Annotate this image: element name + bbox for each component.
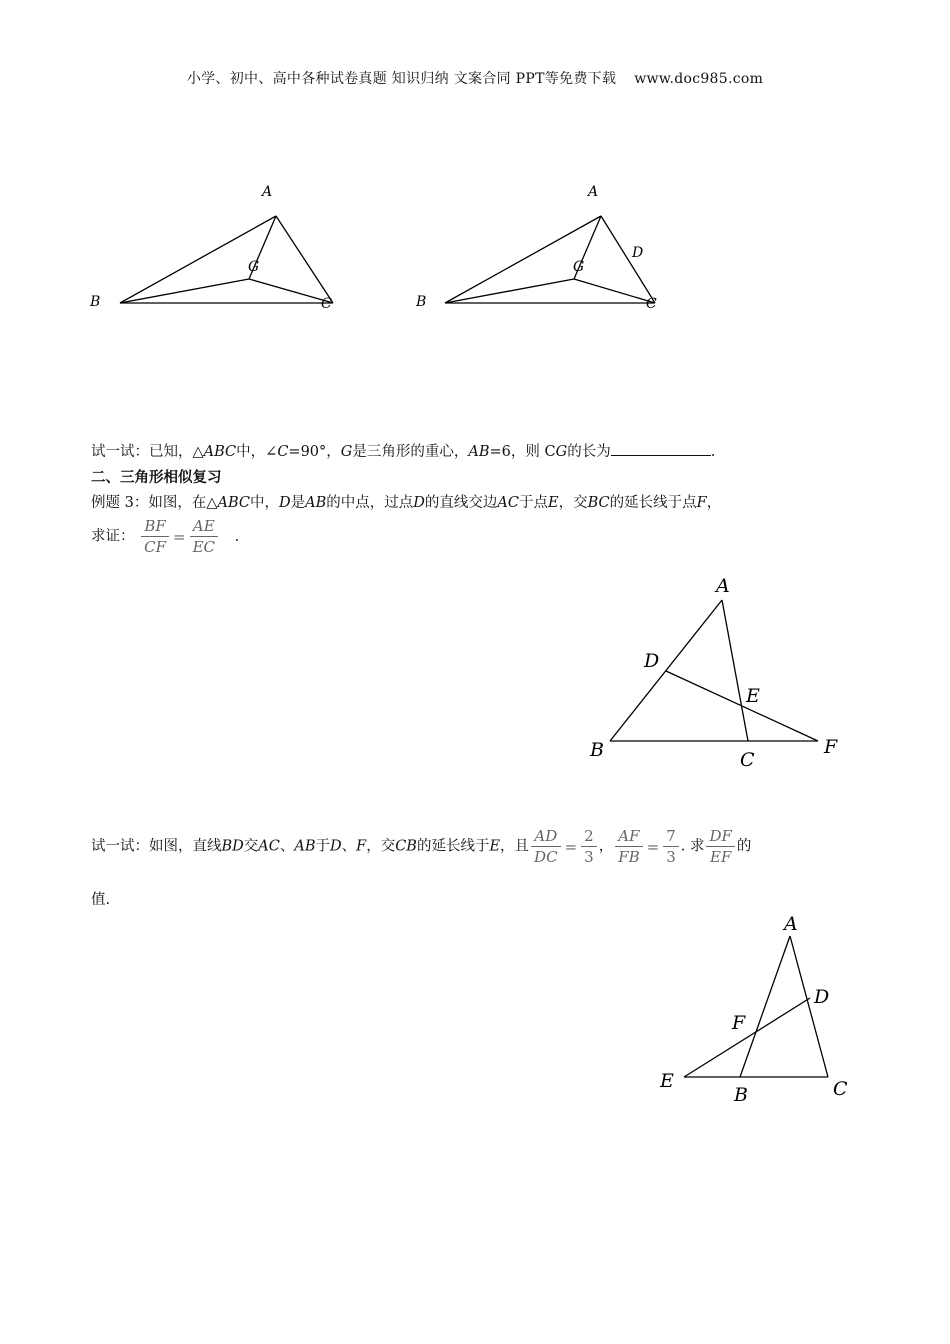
section-2-title: 二、三角形相似复习 [91, 470, 222, 486]
label-g: G [573, 259, 585, 275]
fraction-df-ef: $\frac{DF}{EF}$ [706, 826, 734, 867]
label-a: A [784, 913, 798, 935]
try-it-1: 试一试：已知，△ABC中，∠C=90°，G是三角形的重心，AB=6，则 CG的长为 . [91, 440, 715, 461]
label-c: C [646, 296, 657, 312]
label-f: F [732, 1012, 746, 1034]
segment-bg [120, 279, 249, 303]
figure-triangle-centroid-2 [405, 175, 685, 320]
label-c: C [740, 749, 755, 771]
label-e: E [660, 1070, 674, 1092]
segment-bg [445, 279, 574, 303]
label-b: B [90, 294, 101, 310]
segment-ed [684, 998, 810, 1077]
header-title: 小学、初中、高中各种试卷真题 知识归纳 文案合同 PPT等免费下载 [186, 71, 617, 87]
label-g: G [248, 259, 260, 275]
label-a: A [262, 184, 273, 200]
segment-ac [722, 600, 748, 741]
segment-ab [740, 936, 790, 1077]
answer-blank [611, 441, 711, 456]
segment-ab [610, 600, 722, 741]
label-c: C [321, 296, 332, 312]
segment-df [666, 671, 818, 741]
try-it-2: 试一试：如图，直线BD交AC、AB于D、F，交CB的延长线于E，且 $\frac{AD}{DC}$ = $\frac{2}{3}$ ， $\frac{AF}{FB}$ = $\frac{7}{3}$ . 求 $\frac{DF}{EF}$ 的 [91, 827, 752, 866]
fraction-2-3: $\frac{2}{3}$ [581, 826, 597, 867]
fraction-ae-ec: $\frac{AE}{EC}$ [190, 516, 218, 557]
label-d: D [814, 986, 830, 1008]
label-a: A [716, 575, 730, 597]
figure-triangle-centroid-1 [80, 175, 360, 320]
label-b: B [416, 294, 427, 310]
figure-example-3 [580, 570, 850, 775]
page-header [0, 68, 950, 88]
figure-try-it-2 [650, 905, 860, 1105]
fraction-7-3: $\frac{7}{3}$ [663, 826, 679, 867]
label-b: B [734, 1084, 748, 1105]
fraction-ad-dc: $\frac{AD}{DC}$ [531, 826, 561, 867]
segment-ac [276, 216, 333, 303]
example-3-text: 例题 3：如图，在△ABC中，D是AB的中点，过点D的直线交边AC于点E，交BC的延长线于点F， [91, 495, 722, 511]
header-site: www.doc985.com [634, 71, 764, 87]
label-f: F [824, 736, 838, 758]
label-c: C [833, 1078, 848, 1100]
label-d: D [644, 650, 660, 672]
label-d: D [632, 245, 644, 261]
label-a: A [588, 184, 599, 200]
label-b: B [590, 739, 604, 761]
fraction-bf-cf: $\frac{BF}{CF}$ [141, 516, 169, 557]
fraction-af-fb: $\frac{AF}{FB}$ [615, 826, 642, 867]
example-3-prove: 求证： $\frac{BF}{CF}$ = $\frac{AE}{EC}$ . [91, 517, 240, 556]
try-it-2-cont: 值. [91, 892, 111, 908]
label-e: E [746, 685, 760, 707]
